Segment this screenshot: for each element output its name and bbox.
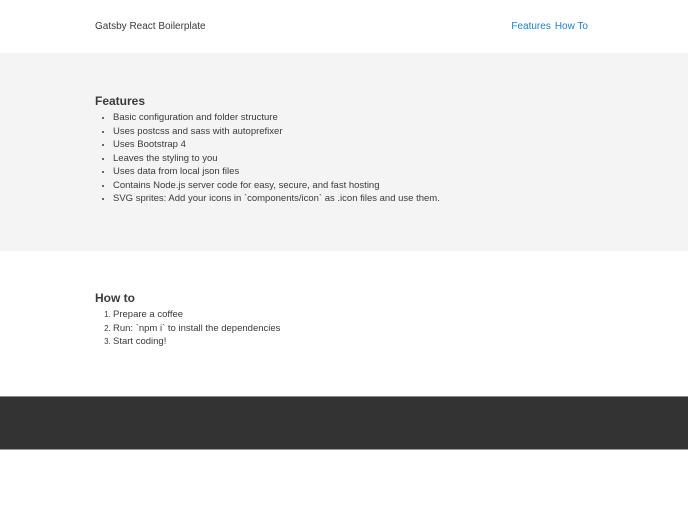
- feature-item: • Uses Bootstrap 4: [113, 138, 591, 152]
- features-heading: Features: [95, 94, 146, 108]
- howto-step: 1. Prepare a coffee: [113, 308, 591, 322]
- feature-item: • SVG sprites: Add your icons in `components/icon` as .icon files and use them.: [113, 192, 591, 206]
- howto-steps-list: [95, 308, 591, 349]
- main-nav: [511, 21, 588, 33]
- nav-link-features[interactable]: Features: [511, 21, 551, 32]
- feature-item: • Leaves the styling to you: [113, 152, 591, 166]
- howto-section: [0, 251, 688, 396]
- features-section: [0, 53, 688, 251]
- nav-link-how-to[interactable]: How To: [554, 21, 588, 32]
- brand-link[interactable]: Gatsby React Boilerplate: [95, 21, 206, 32]
- feature-item: • Basic configuration and folder structure: [113, 111, 591, 125]
- feature-item: • Uses postcss and sass with autoprefixer: [113, 125, 591, 139]
- site-footer: [0, 396, 688, 450]
- feature-item: • Contains Node.js server code for easy, secure, and fast hosting: [113, 179, 591, 193]
- features-list: [95, 111, 591, 206]
- howto-step: 3. Start coding!: [113, 335, 591, 349]
- howto-step: 2. Run: `npm i` to install the dependencies: [113, 322, 591, 336]
- howto-heading: How to: [95, 291, 135, 305]
- site-header: [0, 0, 688, 53]
- feature-item: • Uses data from local json files: [113, 165, 591, 179]
